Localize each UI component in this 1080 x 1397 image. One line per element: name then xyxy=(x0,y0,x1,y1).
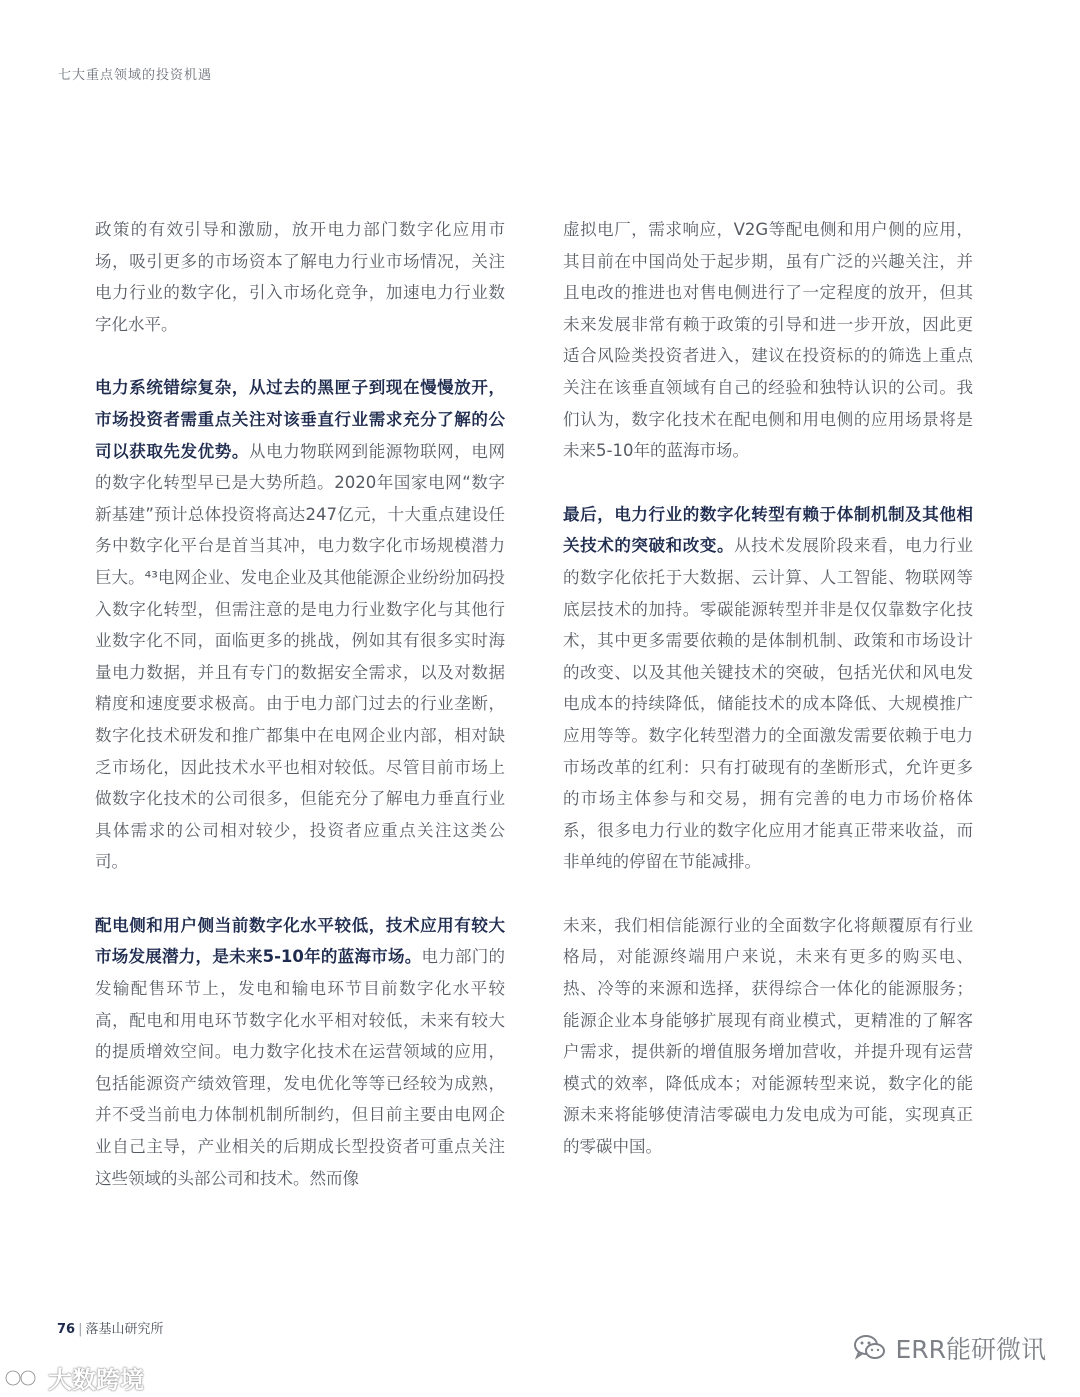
paragraph xyxy=(563,910,973,1163)
paragraph-body: 从电力物联网到能源物联网，电网的数字化转型早已是大势所趋。2020年国家电网“数字新基建”预计总体投资将高达247亿元，十大重点建设任务中数字化平台是首当其冲，电力数字化市场规模潜力巨大。⁴³电网企业、发电企业及其他能源企业纷纷加码投入数字化转型，但需注意的是电力行业数字化与其他行业数字化不同，面临更多的挑战，例如其有很多实时海量电力数据，并且有专门的数据安全需求，以及对数据精度和速度要求极高。由于电力部门过去的行业垄断，数字化技术研发和推广都集中在电网企业内部，相对缺乏市场化，因此技术水平也相对较低。尽管目前市场上做数字化技术的公司很多，但能充分了解电力垂直行业具体需求的公司相对较少，投资者应重点关注这类公司。 xyxy=(95,441,506,872)
footer-separator: | xyxy=(78,1322,83,1337)
paragraph-body: 从技术发展阶段来看，电力行业的数字化依托于大数据、云计算、人工智能、物联网等底层技术的加持。零碳能源转型并非是仅仅靠数字化技术，其中更多需要依赖的是体制机制、政策和市场设计的改变、以及其他关键技术的突破，包括光伏和风电发电成本的持续降低，储能技术的成本降低、大规模推广应用等等。数字化转型潜力的全面激发需要依赖于电力市场改革的红利：只有打破现有的垄断形式，允许更多的市场主体参与和交易，拥有完善的电力市场价格体系，很多电力行业的数字化应用才能真正带来收益，而非单纯的停留在节能减排。 xyxy=(563,536,974,872)
paragraph-body: 政策的有效引导和激励，放开电力部门数字化应用市场，吸引更多的市场资本了解电力行业市场情况，关注电力行业的数字化，引入市场化竞争，加速电力行业数字化水平。 xyxy=(95,220,505,334)
paragraph-lead: 电力系统错综复杂，从过去的黑匣子到现在慢慢放开，市场投资者需重点关注对该垂直行业需求充分了解的公司以获取先发优势。 xyxy=(95,378,505,461)
paragraph-body: 虚拟电厂，需求响应，V2G等配电侧和用户侧的应用，其目前在中国尚处于起步期，虽有广泛的兴趣关注，并且电改的推进也对售电侧进行了一定程度的放开，但其未来发展非常有赖于政策的引导和进一步开放，因此更适合风险类投资者进入，建议在投资标的的筛选上重点关注在该垂直领域有自己的经验和独特认识的公司。我们认为，数字化技术在配电侧和用电侧的应用场景将是未来5-10年的蓝海市场。 xyxy=(563,220,973,461)
left-column xyxy=(95,214,505,1226)
watermark-left-text: 大数跨境 xyxy=(48,1366,144,1394)
page-number: 76 xyxy=(57,1322,76,1337)
watermark-right-text: ERR能研微讯 xyxy=(895,1335,1046,1364)
watermark-right xyxy=(853,1330,1046,1366)
logo-icon xyxy=(4,1364,44,1392)
paragraph xyxy=(95,910,505,1194)
page-footer xyxy=(57,1318,164,1337)
publisher-name: 落基山研究所 xyxy=(85,1322,164,1337)
paragraph-body: 电力部门的发输配售环节上，发电和输电环节目前数字化水平较高，配电和用电环节数字化水平相对较低，未来有较大的提质增效空间。电力数字化技术在运营领域的应用，包括能源资产绩效管理，发电优化等等已经较为成熟，并不受当前电力体制机制所制约，但目前主要由电网企业自己主导，产业相关的后期成长型投资者可重点关注这些领域的头部公司和技术。然而像 xyxy=(95,947,506,1188)
watermark-left xyxy=(4,1360,144,1395)
paragraph xyxy=(95,214,505,340)
paragraph xyxy=(95,372,505,878)
paragraph-lead: 最后，电力行业的数字化转型有赖于体制机制及其他相关技术的突破和改变。 xyxy=(563,504,973,556)
paragraph xyxy=(563,214,973,467)
paragraph-lead: 配电侧和用户侧当前数字化水平较低，技术应用有较大市场发展潜力，是未来5-10年的蓝海市场。 xyxy=(95,915,505,967)
wechat-icon xyxy=(853,1334,887,1362)
right-column xyxy=(563,214,973,1195)
paragraph-body: 未来，我们相信能源行业的全面数字化将颠覆原有行业格局，对能源终端用户来说，未来有更多的购买电、热、冷等的来源和选择，获得综合一体化的能源服务；能源企业本身能够扩展现有商业模式，更精准的了解客户需求，提供新的增值服务增加营收，并提升现有运营模式的效率，降低成本；对能源转型来说，数字化的能源未来将能够使清洁零碳电力发电成为可能，实现真正的零碳中国。 xyxy=(563,915,973,1157)
paragraph xyxy=(563,499,973,878)
running-header: 七大重点领域的投资机遇 xyxy=(58,68,213,83)
